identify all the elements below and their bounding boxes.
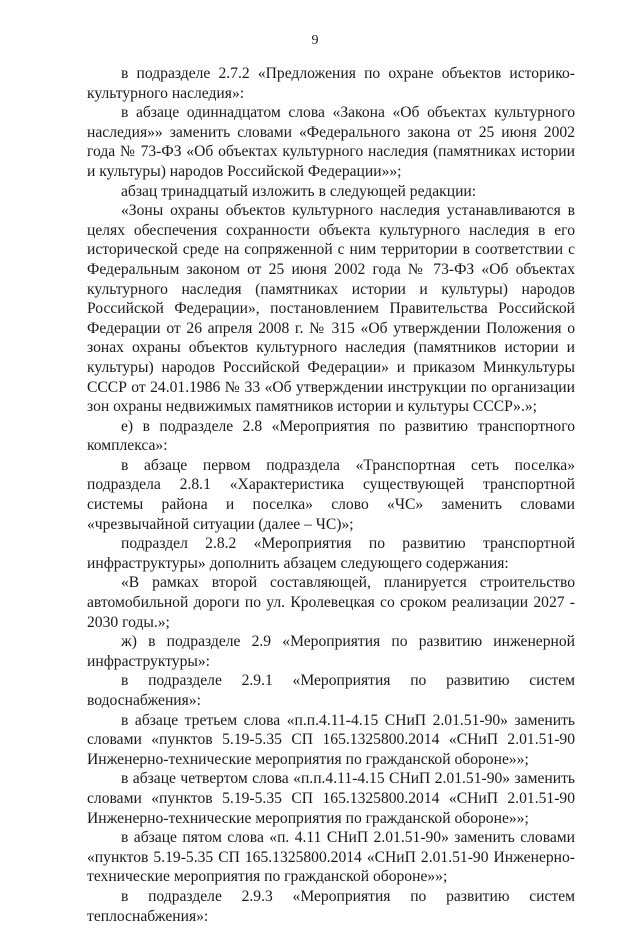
paragraph: в подразделе 2.7.2 «Предложения по охране объектов историко-культурного наследия»:	[87, 65, 575, 102]
paragraph: в абзаце первом подраздела «Транспортная сеть поселка» подраздела 2.8.1 «Характеристика существующей транспортной системы района и поселка» слово «ЧС» заменить словами «чрезвычайной ситуации (далее – ЧС)»;	[87, 456, 575, 533]
paragraph: подраздел 2.8.2 «Мероприятия по развитию транспортной инфраструктуры» дополнить абзацем следующего содержания:	[87, 535, 575, 572]
paragraph: в подразделе 2.9.1 «Мероприятия по развитию систем водоснабжения»:	[87, 672, 575, 709]
paragraph: е) в подразделе 2.8 «Мероприятия по развитию транспортного комплекса»:	[87, 417, 575, 455]
paragraph: в абзаце одиннадцатом слова «Закона «Об объектах культурного наследия»» заменить словами «Федерального закона от 25 июня 2002 года № 73-ФЗ «Об объектах культурного наследия (памятниках истории и культуры) народов Российской Федерации»»;	[87, 104, 575, 180]
paragraph: в абзаце третьем слова «п.п.4.11-4.15 СНиП 2.01.51-90» заменить словами «пунктов 5.19-5.35 СП 165.1325800.2014 «СНиП 2.01.51-90 Инженерно-технические мероприятия по гражданской обороне»»;	[87, 711, 575, 768]
document-body	[87, 64, 575, 926]
paragraph: «В рамках второй составляющей, планируется строительство автомобильной дороги по ул. Кролевецкая со сроком реализации 2027 - 2030 годы.»;	[87, 574, 575, 631]
paragraph: ж) в подразделе 2.9 «Мероприятия по развитию инженерной инфраструктуры»:	[87, 633, 575, 670]
paragraph: «Зоны охраны объектов культурного наследия устанавливаются в целях обеспечения сохранности объекта культурного наследия в его исторической среде на сопряженной с ним территории в соответствии с Федеральным законом от 25 июня 2002 года № 73-ФЗ «Об объектах культурного наследия (памятниках истории и культуры) народов Российской Федерации», постановлением Правительства Российской Федерации от 26 апреля 2008 г. № 315 «Об утверждении Положения о зонах охраны объектов культурного наследия (памятников истории и культуры) народов Российской Федерации» и приказом Минкультуры СССР от 24.01.1986 № 33 «Об утверждении инструкции по организации зон охраны недвижимых памятников истории и культуры СССР».»;	[87, 202, 575, 416]
paragraph: абзац тринадцатый изложить в следующей редакции:	[121, 182, 477, 200]
page-number: 9	[311, 33, 319, 48]
paragraph: в подразделе 2.9.3 «Мероприятия по развитию систем теплоснабжения»:	[87, 887, 575, 925]
paragraph: в абзаце четвертом слова «п.п.4.11-4.15 СНиП 2.01.51-90» заменить словами «пунктов 5.19-5.35 СП 165.1325800.2014 «СНиП 2.01.51-90 Инженерно-технические мероприятия по гражданской обороне»»;	[87, 770, 575, 827]
paragraph: в абзаце пятом слова «п. 4.11 СНиП 2.01.51-90» заменить словами «пунктов 5.19-5.35 СП 165.1325800.2014 «СНиП 2.01.51-90 Инженерно-технические мероприятия по гражданской обороне»»;	[87, 829, 575, 886]
